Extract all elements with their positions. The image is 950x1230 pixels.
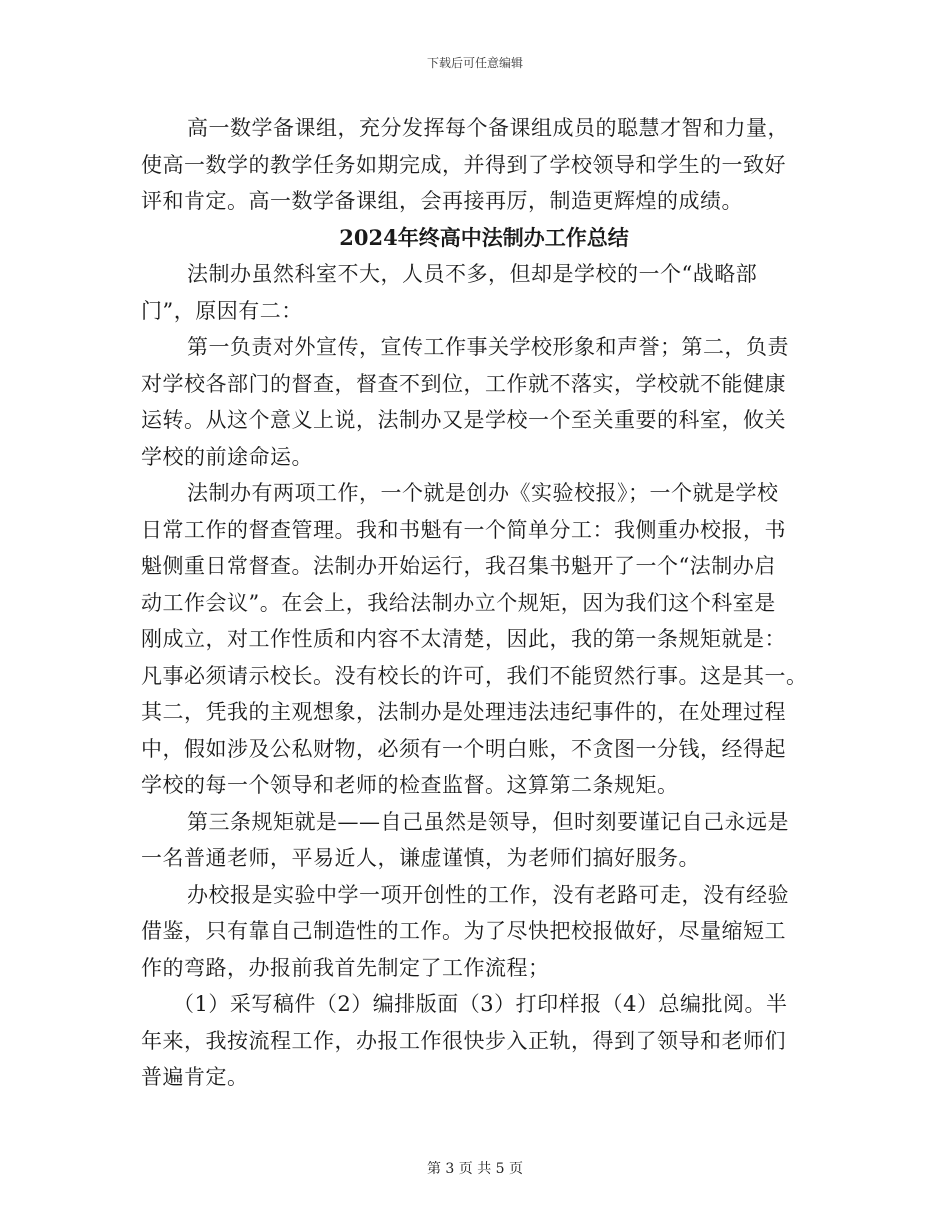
text-line: 年来，我按流程工作，办报工作很快步入正轨，得到了领导和老师们 bbox=[141, 1028, 786, 1053]
text-line: 作的弯路，办报前我首先制定了工作流程； bbox=[141, 955, 550, 980]
text-line: 评和肯定。高一数学备课组，会再接再厉，制造更辉煌的成绩。 bbox=[141, 189, 743, 213]
text-line: 其二，凭我的主观想象，法制办是处理违法违纪事件的，在处理过程 bbox=[141, 700, 786, 724]
text-line: 中，假如涉及公私财物，必须有一个明白账，不贪图一分钱，经得起 bbox=[141, 736, 786, 761]
page-header-note: 下载后可任意编辑 bbox=[426, 56, 523, 70]
paragraph-2 bbox=[141, 329, 821, 475]
text-line: 凡事必须请示校长。没有校长的许可，我们不能贸然行事。这是其一。 bbox=[141, 663, 808, 688]
paragraph-3 bbox=[141, 475, 821, 804]
text-line: 办校报是实验中学一项开创性的工作，没有老路可走，没有经验 bbox=[187, 882, 789, 907]
paragraph-5 bbox=[141, 877, 821, 987]
page-number-footer: 第 3 页 共 5 页 bbox=[426, 1161, 524, 1177]
text-line: 学校的每一个领导和老师的检查监督。这算第二条规矩。 bbox=[141, 773, 679, 797]
text-line: 魁侧重日常督查。法制办开始运行，我召集书魁开了一个“法制办启 bbox=[141, 554, 776, 578]
text-line: 动工作会议”。在会上，我给法制办立个规矩，因为我们这个科室是 bbox=[141, 590, 776, 615]
text-line: 一名普通老师，平易近人，谦虚谨慎，为老师们搞好服务。 bbox=[141, 846, 700, 870]
text-line: （1）采写稿件（2）编排版面（3）打印样报（4）总编批阅。半 bbox=[173, 992, 788, 1016]
text-line: 使高一数学的教学任务如期完成，并得到了学校领导和学生的一致好 bbox=[141, 152, 786, 177]
text-line: 借鉴，只有靠自己制造性的工作。为了尽快把校报做好，尽量缩短工 bbox=[141, 919, 786, 943]
text-line: 运转。从这个意义上说，法制办又是学校一个至关重要的科室，攸关 bbox=[141, 408, 786, 432]
text-line: 刚成立，对工作性质和内容不太清楚，因此，我的第一条规矩就是： bbox=[141, 627, 786, 651]
text-line: 对学校各部门的督查，督查不到位，工作就不落实，学校就不能健康 bbox=[141, 371, 786, 396]
text-line: 第一负责对外宣传，宣传工作事关学校形象和声誉；第二，负责 bbox=[187, 335, 789, 359]
intro-paragraph bbox=[141, 110, 821, 220]
text-line: 学校的前途命运。 bbox=[141, 444, 313, 469]
paragraph-1 bbox=[141, 256, 821, 329]
paragraph-4 bbox=[141, 804, 821, 877]
document-title: 2024年终高中法制办工作总结 bbox=[339, 224, 629, 250]
text-line: 法制办虽然科室不大，人员不多，但却是学校的一个“战略部 bbox=[187, 262, 758, 286]
text-line: 门”，原因有二： bbox=[141, 298, 303, 323]
text-line: 普遍肯定。 bbox=[141, 1065, 249, 1089]
text-line: 法制办有两项工作，一个就是创办《实验校报》；一个就是学校 bbox=[187, 481, 779, 505]
text-line: 日常工作的督查管理。我和书魁有一个简单分工：我侧重办校报，书 bbox=[141, 517, 786, 542]
text-line: 第三条规矩就是——自己虽然是领导，但时刻要谨记自己永远是 bbox=[187, 809, 789, 834]
paragraph-6 bbox=[141, 986, 821, 1096]
document-body bbox=[141, 110, 821, 1096]
text-line: 高一数学备课组，充分发挥每个备课组成员的聪慧才智和力量， bbox=[187, 116, 789, 140]
